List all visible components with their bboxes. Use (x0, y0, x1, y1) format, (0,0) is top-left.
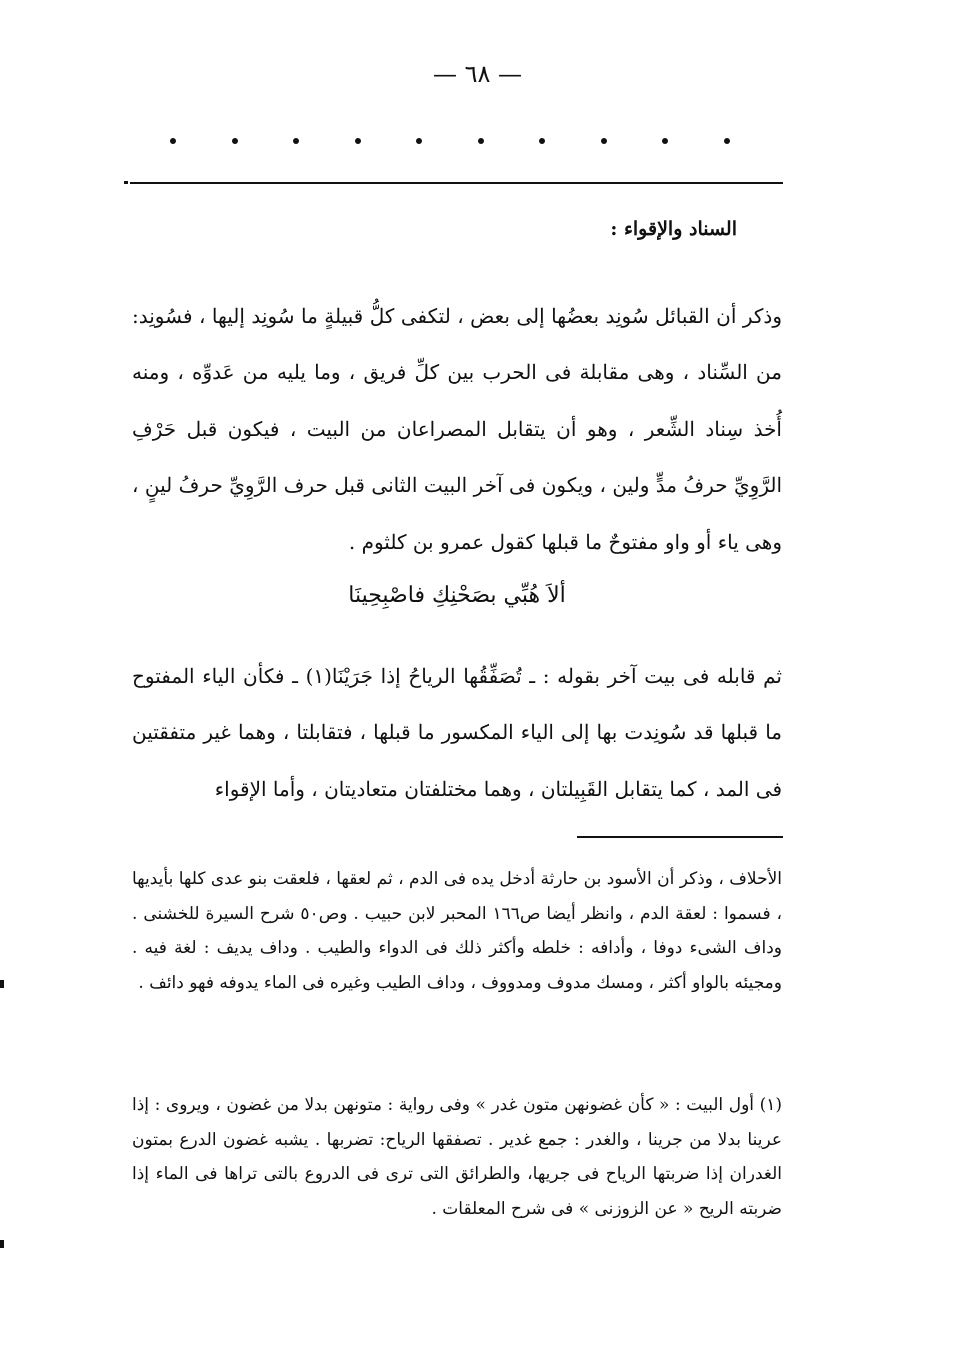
footnote-separator (577, 836, 783, 838)
ornament-dot (232, 138, 238, 144)
ornament-dot (601, 138, 607, 144)
rule-end-tick (124, 181, 128, 184)
ornament-dot (478, 138, 484, 144)
footnote-continuation-block (132, 862, 782, 1000)
body-paragraph: وذكر أن القبائل سُونِد بعضُها إلى بعض ، لتكفى كلُّ قبيلةٍ ما سُونِد إليها ، فسُونِد: من السِّناد ، وهى مقابلة فى الحرب بين كلِّ فريق ، وما يليه من عَدوِّه ، ومنه أُخذ سِناد الشِّعر ، وهو أن يتقابل المصراعان من البيت ، فيكون قبل حَرْفِ الرَّوِيِّ حرفُ مدٍّ ولين ، ويكون فى آخر البيت الثانى قبل حرف الرَّوِيِّ حرفُ لينٍ ، وهى ياء أو واو مفتوحٌ ما قبلها كقول عمرو بن كلثوم . (132, 304, 782, 554)
quoted-verse: ألاَ هُبِّي بصَحْنِكِ فاصْبِحِينَا (348, 583, 566, 608)
ornament-dot (662, 138, 668, 144)
scan-edge-mark (0, 980, 4, 988)
section-heading: السناد والإقواء : (610, 218, 737, 240)
footnote-continuation: الأحلاف ، وذكر أن الأسود بن حارثة أدخل يده فى الدم ، ثم لعقها ، فلعقت بنو عدى كلها بأيديها ، فسموا : لعقة الدم ، وانظر أيضا ص١٦٦ المحبر لابن حبيب . وص٥٠ شرح السيرة للخشنى . وداف الشىء دوفا ، وأدافه : خلطه وأكثر ذلك فى الدواء والطيب . وداف يديف : لغة فيه . ومجيئه بالواو أكثر ، ومسك مدوف ومدووف ، وداف الطيب وغيره فى الماء يدوفه فهو دائف . (132, 869, 782, 993)
ornament-dot (416, 138, 422, 144)
ornament-dot (724, 138, 730, 144)
ornament-dot (170, 138, 176, 144)
ornament-dot (355, 138, 361, 144)
footnote-1: (١) أول البيت : « كأن غضونهن متون غدر » وفى رواية : متونهن بدلا من غضون ، ويروى : إذا عرينا بدلا من جرينا ، والغدر : جمع غدير . تصفقها الرياح: تضربها . يشبه غضون الدرع بمتون الغدران إذا ضربتها الرياح فى جريها، والطرائق التى ترى فى الدروع بالتى تراها فى الماء إذا ضربته الريح « عن الزوزنى » فى شرح المعلقات . (132, 1095, 782, 1219)
ornamental-dot-separator (170, 138, 730, 144)
body-block-second (132, 648, 782, 817)
section-rule (130, 182, 783, 184)
ornament-dot (293, 138, 299, 144)
footnote-block (132, 1088, 782, 1226)
body-block-first (132, 288, 782, 570)
page-number: — ٦٨ — (432, 60, 523, 88)
ornament-dot (539, 138, 545, 144)
scan-edge-mark (0, 1240, 4, 1248)
body-paragraph: ثم قابله فى بيت آخر بقوله : ـ تُصَفِّقُها الرياحُ إذا جَرَيْنَا(١) ـ فكأن الياء المفتوح ما قبلها قد سُونِدت بها إلى الياء المكسور ما قبلها ، فتقابلتا ، وهما غير متفقتين فى المد ، كما يتقابل القَبِيلتان ، وهما مختلفتان متعاديتان ، وأما الإقواء (132, 664, 782, 801)
